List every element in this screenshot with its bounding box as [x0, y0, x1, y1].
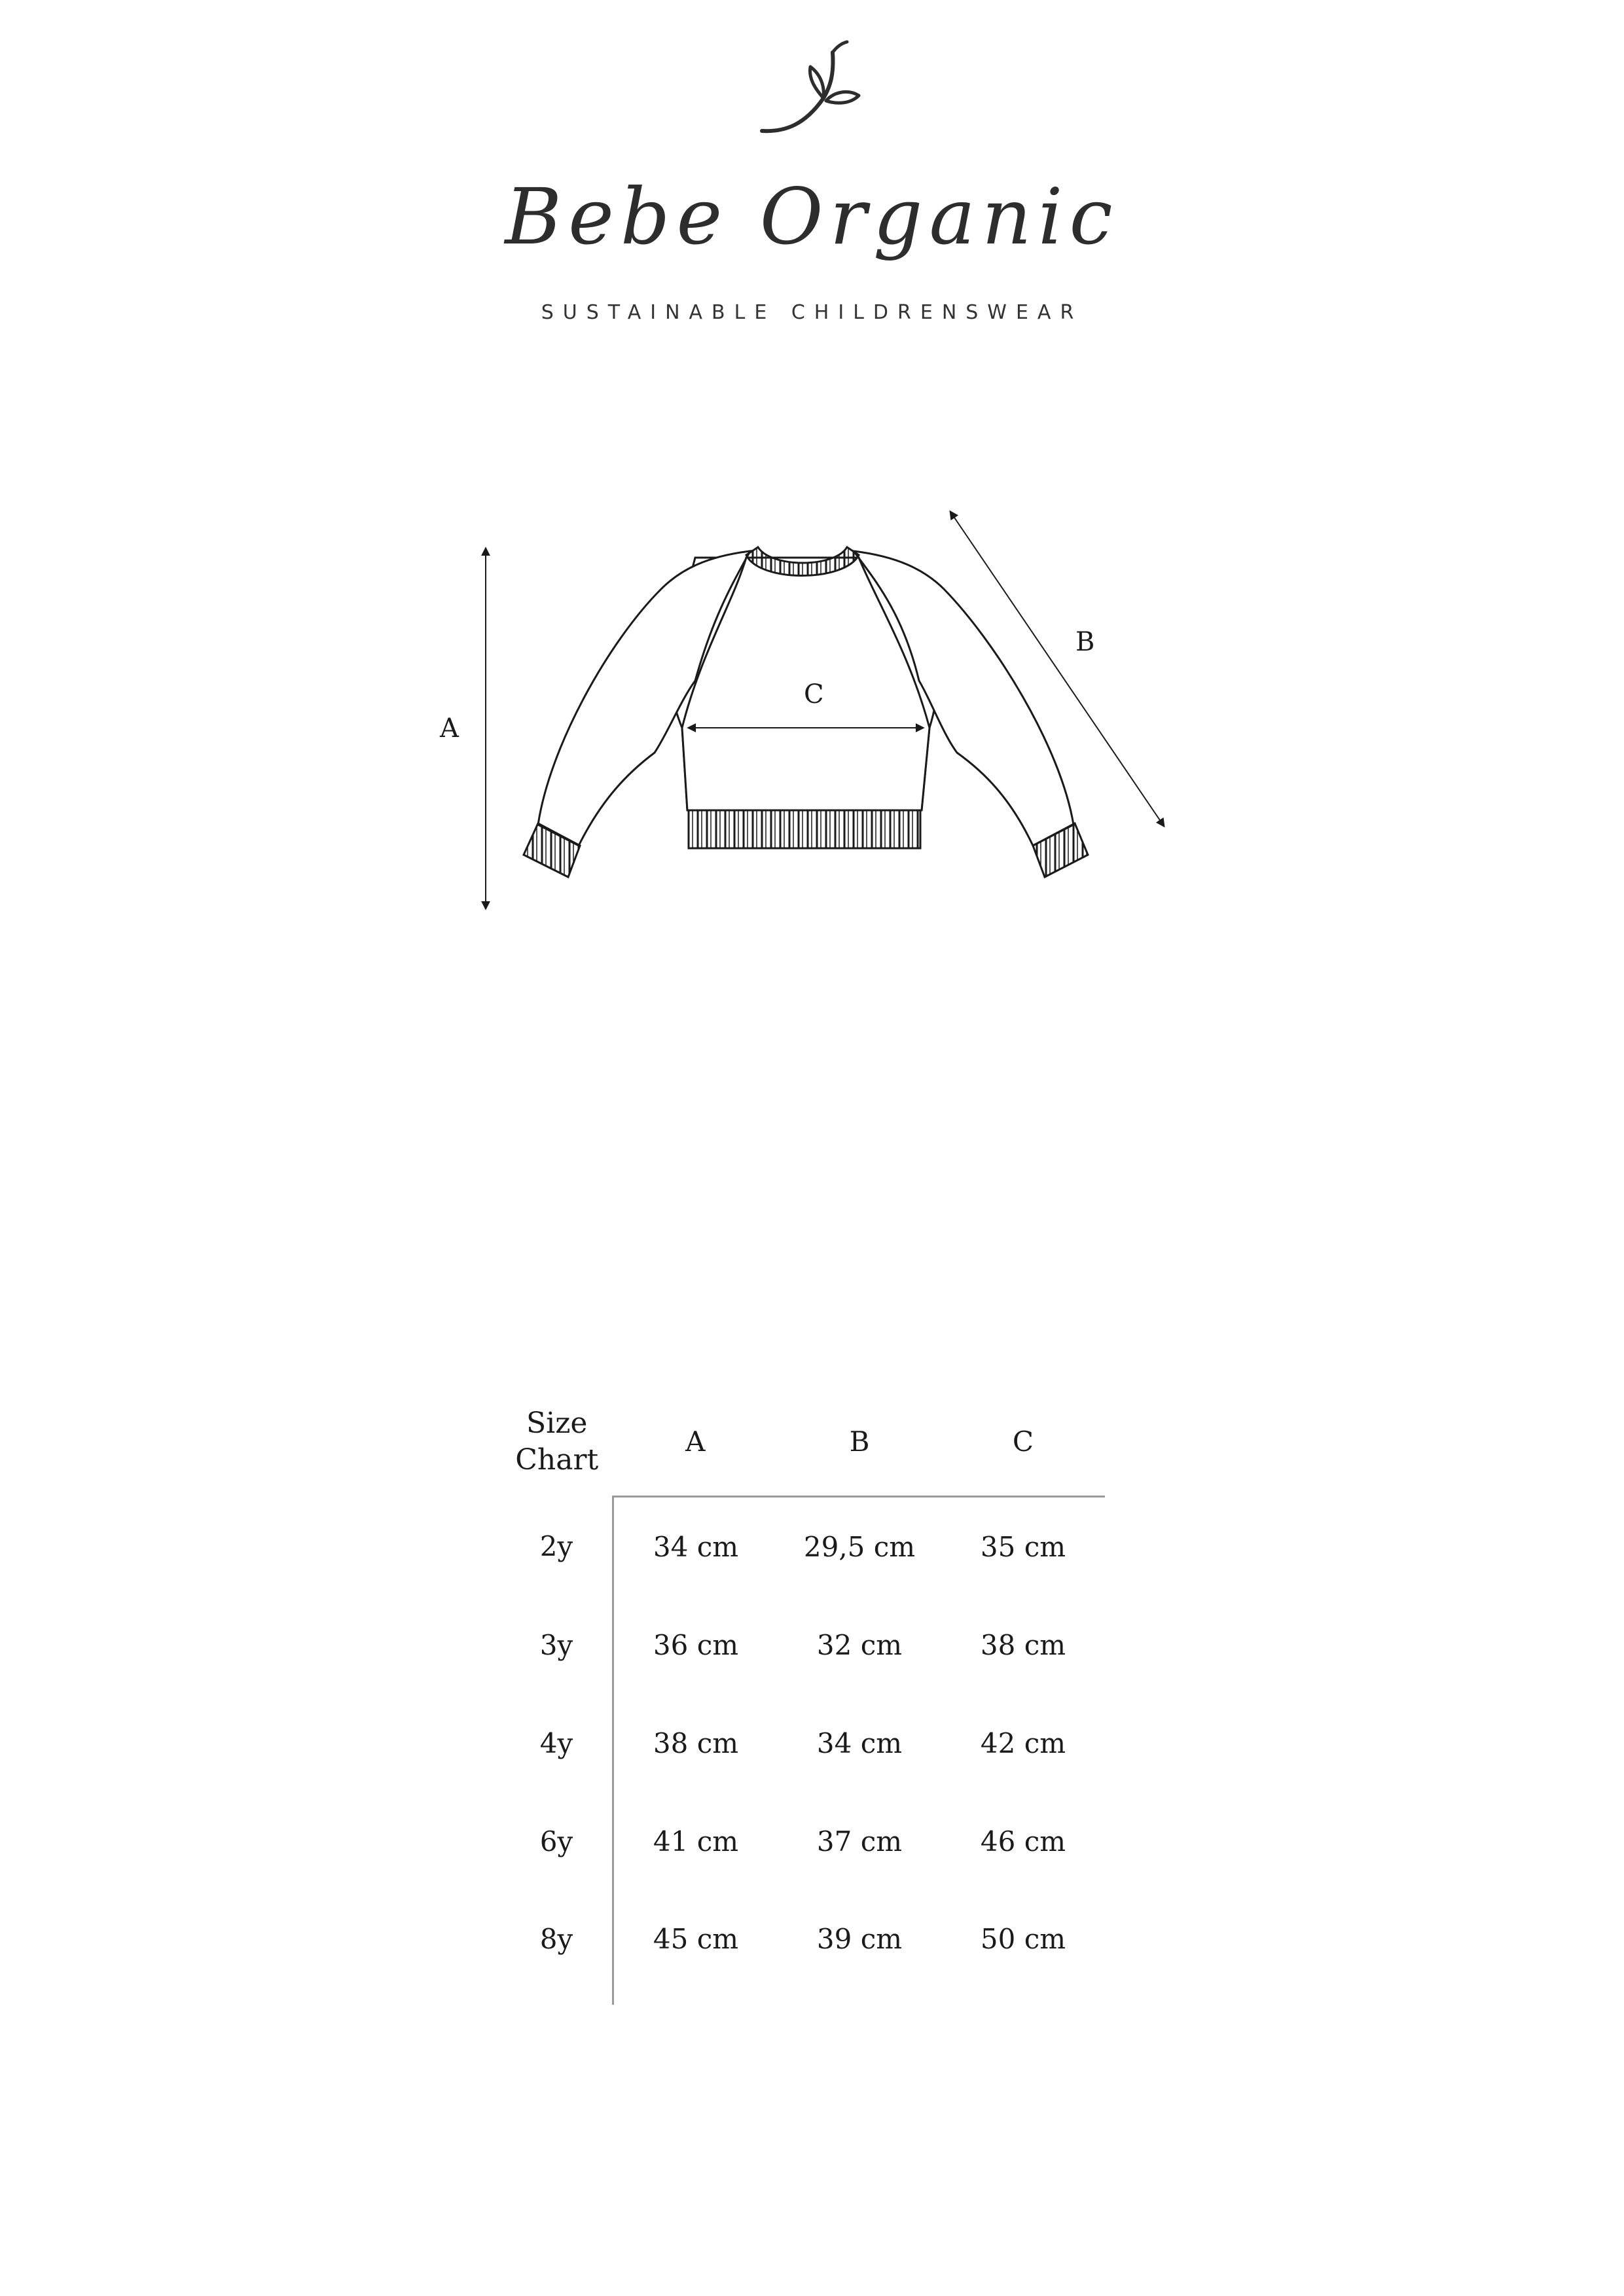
size-label: 8y: [501, 1890, 613, 2005]
size-label: 4y: [501, 1694, 613, 1792]
size-chart-title-line2: Chart: [515, 1443, 599, 1477]
table-row: [501, 1596, 1105, 1694]
size-chart-table: [501, 1388, 1105, 2005]
sweater-hem-band: [689, 810, 920, 848]
table-row: [501, 1694, 1105, 1792]
size-chart-title-line1: Size: [526, 1407, 588, 1441]
measurement-a: 41 cm: [653, 1825, 739, 1857]
table-header-row: [501, 1388, 1105, 1497]
column-header-a: A: [613, 1388, 778, 1497]
sweater-illustration: [393, 484, 1244, 956]
measurement-c: 42 cm: [980, 1727, 1066, 1759]
table-row: [501, 1497, 1105, 1596]
measurement-c: 38 cm: [980, 1628, 1066, 1661]
brand-logo: [0, 26, 1624, 324]
measurement-a: 38 cm: [653, 1727, 739, 1759]
dimension-label-a: A: [440, 713, 459, 744]
dimension-label-b: B: [1075, 627, 1095, 657]
table-row: [501, 1890, 1105, 2005]
measurement-b: 34 cm: [816, 1727, 903, 1759]
column-header-b: B: [778, 1388, 941, 1497]
measurement-b: 37 cm: [816, 1825, 903, 1857]
size-label: 6y: [501, 1792, 613, 1890]
size-label: 3y: [501, 1596, 613, 1694]
measurement-b: 39 cm: [816, 1923, 903, 1955]
measurement-c: 50 cm: [980, 1923, 1066, 1955]
sweater-measurement-diagram: [393, 484, 1244, 956]
measurement-a: 36 cm: [653, 1628, 739, 1661]
measurement-c: 46 cm: [980, 1825, 1066, 1857]
measurement-a: 34 cm: [653, 1530, 739, 1563]
column-header-c: C: [941, 1388, 1105, 1497]
size-chart-title: [501, 1388, 613, 1497]
brand-name: Bebe Organic: [505, 171, 1119, 262]
dimension-label-c: C: [804, 679, 824, 709]
leaf-sprig-icon: [753, 33, 871, 144]
measurement-a: 45 cm: [653, 1923, 739, 1955]
measurement-b: 29,5 cm: [803, 1530, 916, 1563]
brand-tagline: SUSTAINABLE CHILDRENSWEAR: [541, 301, 1083, 324]
table-row: [501, 1792, 1105, 1890]
size-label: 2y: [501, 1497, 613, 1596]
measurement-c: 35 cm: [980, 1530, 1066, 1563]
measurement-b: 32 cm: [816, 1628, 903, 1661]
